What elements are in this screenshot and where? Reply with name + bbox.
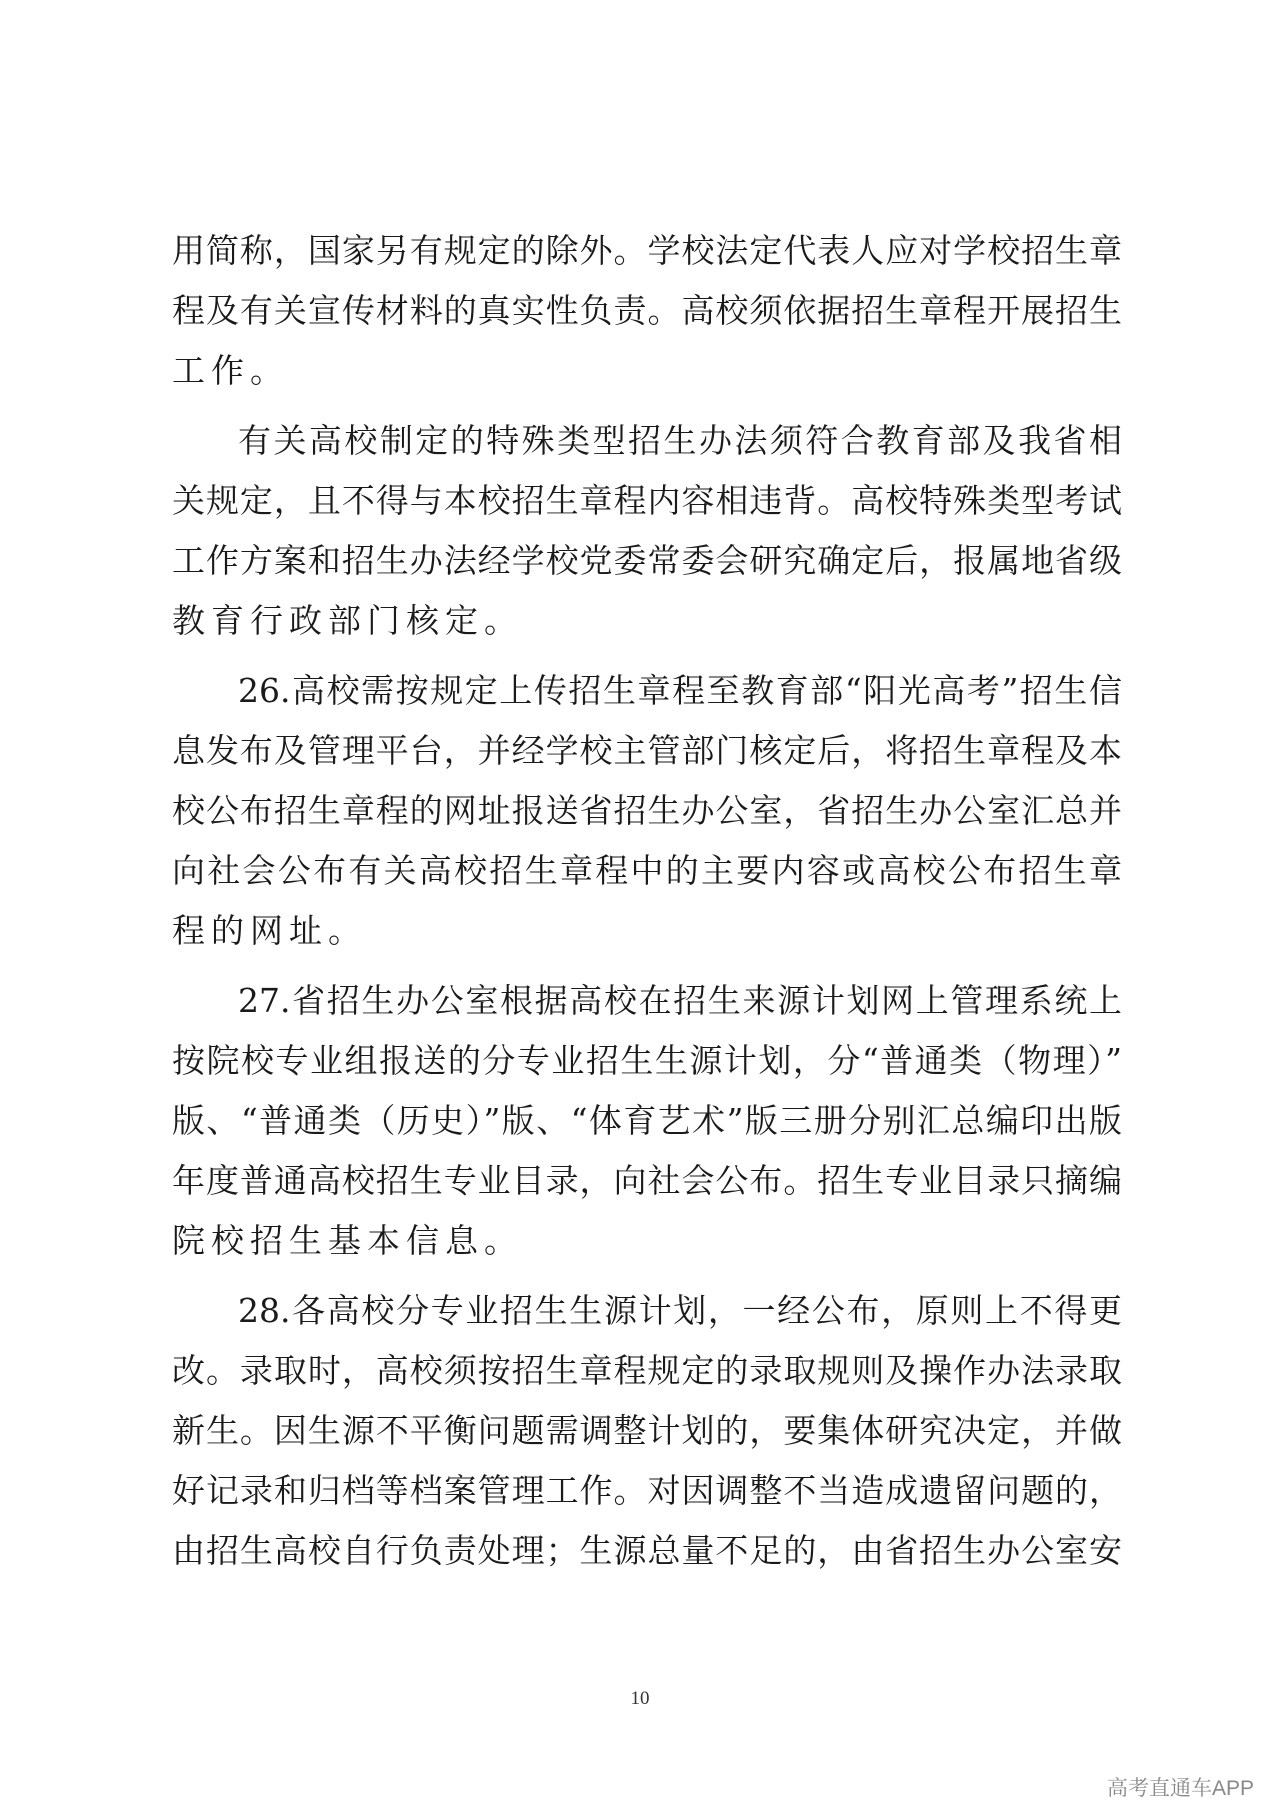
text-line: 工作方案和招生办法经学校党委常委会研究确定后，报属地省级 — [172, 541, 1122, 580]
text-line: 有关高校制定的特殊类型招生办法须符合教育部及我省相 — [238, 421, 1122, 460]
text-line: 教育行政部门核定。 — [172, 601, 523, 640]
text-line: 新生。因生源不平衡问题需调整计划的，要集体研究决定，并做 — [172, 1411, 1122, 1450]
text-line: 27.省招生办公室根据高校在招生来源计划网上管理系统上 — [238, 981, 1122, 1020]
text-line: 28.各高校分专业招生生源计划，一经公布，原则上不得更 — [238, 1291, 1122, 1330]
page-number: 10 — [630, 1688, 650, 1709]
text-line: 年度普通高校招生专业目录，向社会公布。招生专业目录只摘编 — [172, 1161, 1122, 1200]
text-line: 按院校专业组报送的分专业招生生源计划，分“普通类（物理）” — [172, 1041, 1122, 1080]
text-line: 程的网址。 — [172, 911, 367, 950]
text-line: 关规定，且不得与本校招生章程内容相违背。高校特殊类型考试 — [172, 481, 1122, 520]
text-line: 息发布及管理平台，并经学校主管部门核定后，将招生章程及本 — [172, 731, 1122, 770]
text-line: 由招生高校自行负责处理；生源总量不足的，由省招生办公室安 — [172, 1531, 1122, 1570]
text-line: 向社会公布有关高校招生章程中的主要内容或高校公布招生章 — [172, 851, 1122, 890]
text-line: 版、“普通类（历史）”版、“体育艺术”版三册分别汇总编印出版 — [172, 1101, 1122, 1140]
text-line: 工作。 — [172, 351, 289, 390]
text-line: 好记录和归档等档案管理工作。对因调整不当造成遗留问题的， — [172, 1471, 1122, 1510]
text-line: 校公布招生章程的网址报送省招生办公室，省招生办公室汇总并 — [172, 791, 1122, 830]
text-line: 26.高校需按规定上传招生章程至教育部“阳光高考”招生信 — [238, 671, 1122, 710]
text-line: 程及有关宣传材料的真实性负责。高校须依据招生章程开展招生 — [172, 291, 1122, 330]
text-line: 用简称，国家另有规定的除外。学校法定代表人应对学校招生章 — [172, 231, 1122, 270]
text-line: 院校招生基本信息。 — [172, 1221, 523, 1260]
text-line: 改。录取时，高校须按招生章程规定的录取规则及操作办法录取 — [172, 1351, 1122, 1390]
watermark: 高考直通车APP — [1106, 1777, 1254, 1800]
